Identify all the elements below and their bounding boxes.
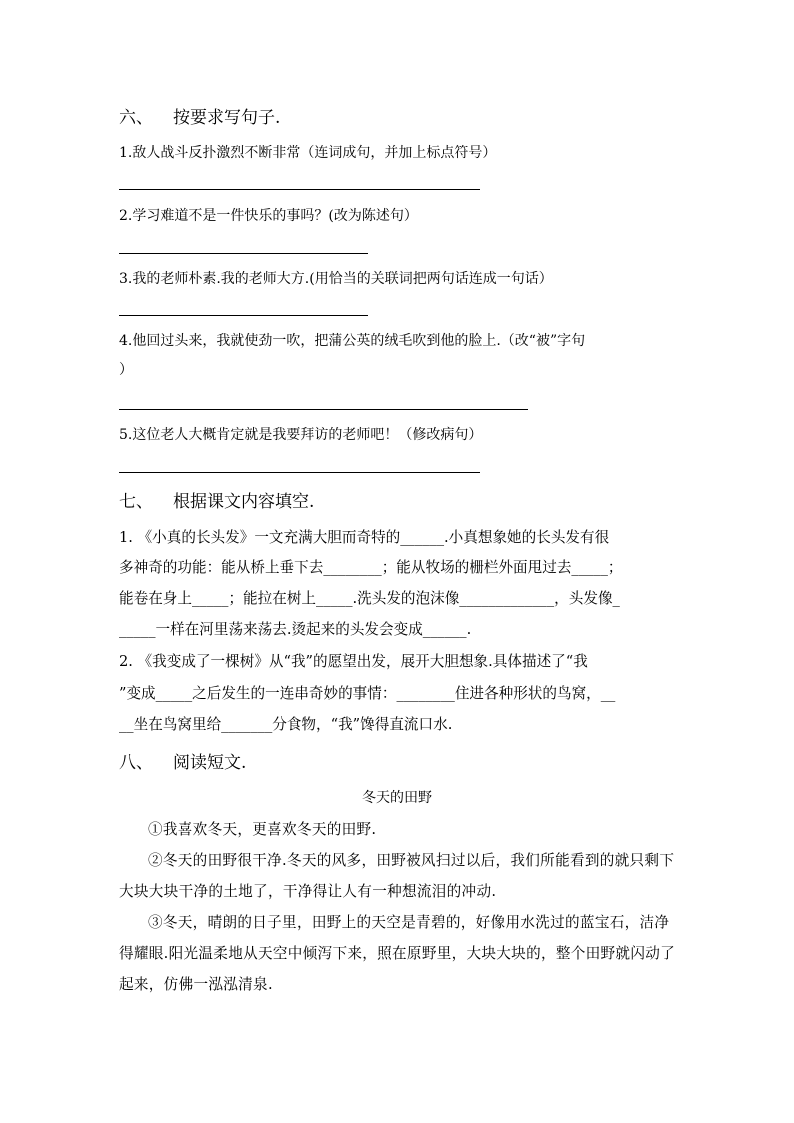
question-6-3: 3.我的老师朴素.我的老师大方.(用恰当的关联词把两句话连成一句话） [119, 271, 553, 287]
fill-line-7-6: ”变成_____之后发生的一连串奇妙的事情：________住进各种形状的鸟窝，__ [119, 685, 616, 702]
question-6-4-continued: ） [119, 362, 133, 378]
passage-paragraph-1: ①我喜欢冬天，更喜欢冬天的田野. [148, 821, 377, 838]
section-7-heading [119, 490, 314, 514]
passage-title: 冬天的田野 [362, 790, 432, 806]
section-7-number: 七、 [119, 492, 153, 512]
question-6-1: 1.敌人战斗反扑激烈不断非常（连词成句，并加上标点符号） [119, 145, 497, 161]
section-8-heading [119, 751, 246, 775]
fill-line-7-4: _____一样在河里荡来荡去.烫起来的头发会变成______. [119, 621, 472, 638]
question-6-2: 2.学习难道不是一件快乐的事吗？(改为陈述句） [119, 208, 418, 224]
section-7-title: 根据课文内容填空. [173, 492, 315, 512]
fill-line-7-5: 2. 《我变成了一棵树》从“我”的愿望出发，展开大胆想象.具体描述了“我 [119, 653, 588, 670]
section-6-heading [119, 106, 280, 130]
answer-line-6-4[interactable] [119, 409, 528, 410]
answer-line-6-3[interactable] [119, 315, 368, 316]
fill-line-7-2: 多神奇的功能：能从桥上垂下去________；能从牧场的栅栏外面甩过去_____； [119, 559, 623, 576]
fill-line-7-7: __坐在鸟窝里给_______分食物，“我”馋得直流口水. [119, 716, 453, 733]
question-6-5: 5.这位老人大概肯定就是我要拜访的老师吧！（修改病句） [119, 427, 483, 443]
section-8-title: 阅读短文. [173, 753, 247, 773]
answer-line-6-1[interactable] [119, 189, 480, 190]
fill-line-7-1: 1. 《小真的长头发》一文充满大胆而奇特的______.小真想象她的长头发有很 [119, 529, 610, 546]
section-6-title: 按要求写句子. [173, 108, 281, 128]
section-8-number: 八、 [119, 753, 153, 773]
question-6-4: 4.他回过头来，我就使劲一吹，把蒲公英的绒毛吹到他的脸上.（改“被”字句 [119, 333, 586, 349]
answer-line-6-2[interactable] [119, 253, 368, 254]
fill-line-7-3: 能卷在身上_____；能拉在树上_____.洗头发的泡沫像_____________，头发像_ [119, 590, 620, 607]
passage-paragraph-2: ②冬天的田野很干净.冬天的风多，田野被风扫过以后，我们所能看到的就只剩下大块大块干净的土地了，干净得让人有一种想流泪的冲动. [119, 852, 675, 900]
passage-paragraph-3: ③冬天，晴朗的日子里，田野上的天空是青碧的，好像用水洗过的蓝宝石，洁净得耀眼.阳光温柔地从天空中倾泻下来，照在原野里，大块大块的，整个田野就闪动了起来，仿佛一泓泓清泉. [119, 914, 676, 993]
section-6-number: 六、 [119, 108, 153, 128]
answer-line-6-5[interactable] [119, 472, 480, 473]
